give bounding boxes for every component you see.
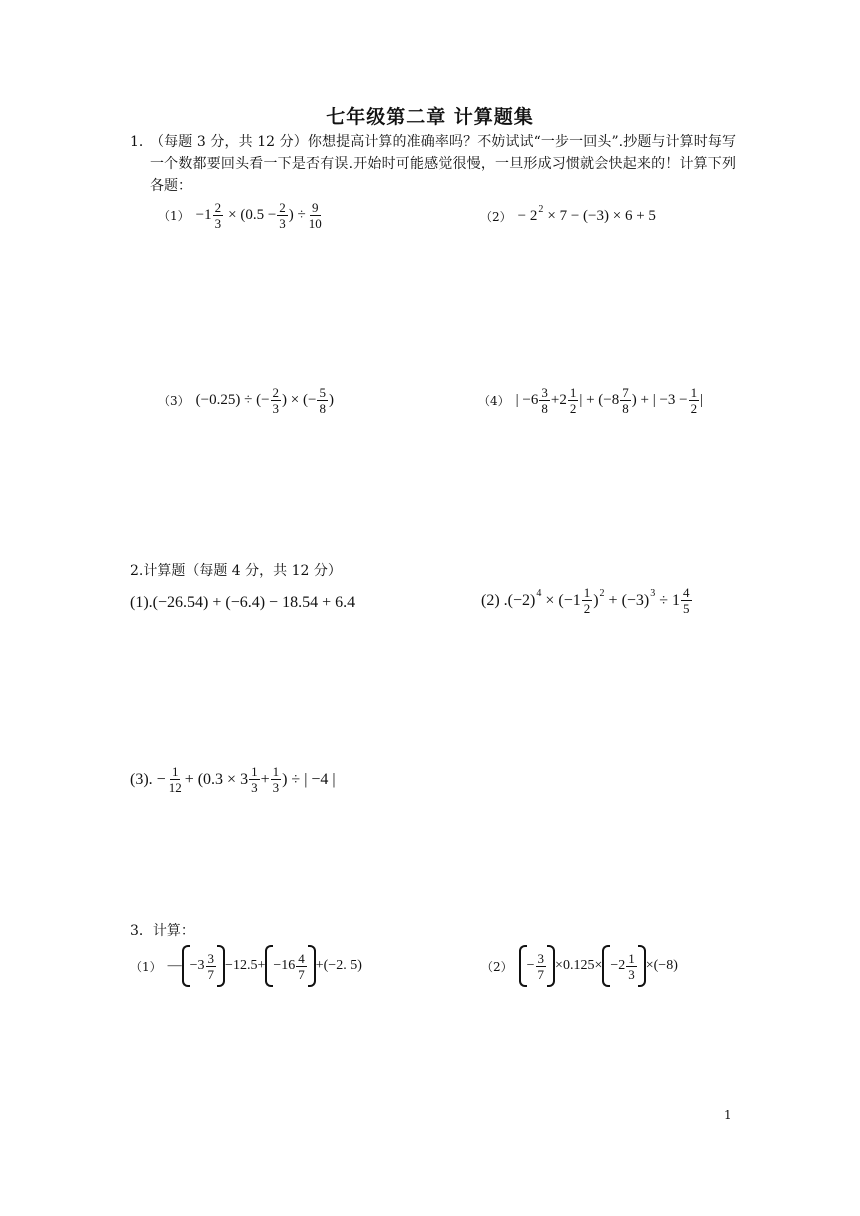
expr-part: | −6 bbox=[515, 392, 539, 408]
exponent: 2 bbox=[538, 204, 544, 215]
exponent: 2 bbox=[599, 588, 605, 599]
expr-part: ) ÷ bbox=[288, 207, 306, 223]
section-2-heading: 2.计算题（每题 4 分，共 12 分） bbox=[130, 563, 342, 579]
expr-part: + bbox=[260, 770, 270, 788]
fraction: $\frac{1}{2}$ bbox=[690, 385, 698, 416]
problem-2-1: (1).(−26.54) + (−6.4) − 18.54 + 6.4 bbox=[130, 594, 356, 611]
fraction: $\frac{2}{3}$ bbox=[214, 200, 222, 231]
expr-part: −16 bbox=[273, 958, 296, 973]
fraction: $\frac{3}{7}$ bbox=[537, 950, 545, 982]
problem-1-4 bbox=[478, 385, 703, 416]
exponent: 4 bbox=[536, 588, 542, 599]
exponent: 3 bbox=[650, 588, 656, 599]
fraction: $\frac{5}{8}$ bbox=[319, 385, 326, 416]
problem-tag: （2） bbox=[481, 959, 513, 974]
problem-1-2 bbox=[480, 204, 656, 225]
problem-tag: （2） bbox=[480, 210, 512, 224]
expr-part: | + (−8 bbox=[579, 392, 620, 408]
left-bracket bbox=[265, 945, 273, 987]
fraction: $\frac{4}{5}$ bbox=[683, 585, 690, 616]
expr-part: ) ÷ | −4 | bbox=[282, 770, 336, 788]
fraction: $\frac{1}{2}$ bbox=[569, 385, 577, 416]
page-number: 1 bbox=[724, 1108, 732, 1122]
section-1-number: 1． bbox=[130, 134, 153, 150]
fraction: $\frac{9}{10}$ bbox=[308, 200, 322, 231]
right-bracket bbox=[217, 945, 225, 987]
bracket-group bbox=[182, 945, 225, 987]
expr-part: ) bbox=[328, 392, 334, 408]
left-bracket bbox=[182, 945, 190, 987]
expr-part: +(−2. 5) bbox=[315, 958, 362, 973]
expr-part: ) + | −3 − bbox=[631, 392, 688, 408]
fraction: $\frac{3}{7}$ bbox=[207, 950, 215, 982]
expr-part: −3 bbox=[189, 958, 205, 973]
problem-tag: （1） bbox=[158, 209, 190, 223]
problem-3-1 bbox=[130, 945, 362, 987]
right-bracket bbox=[638, 945, 646, 987]
fraction: $\frac{1}{12}$ bbox=[168, 764, 182, 795]
problem-3-2 bbox=[481, 945, 678, 987]
expr-part: −1 bbox=[195, 207, 212, 223]
expr-part: ) × (− bbox=[282, 392, 317, 408]
fraction: $\frac{1}{2}$ bbox=[583, 585, 591, 616]
expr-part: | bbox=[700, 392, 704, 408]
bracket-group bbox=[602, 945, 645, 987]
expr-part: ×(−8) bbox=[645, 958, 678, 973]
problem-2-2 bbox=[481, 585, 693, 616]
expr-part: × 7 − (−3) × 6 + 5 bbox=[547, 208, 656, 224]
expr-part: × (0.5 − bbox=[228, 207, 277, 223]
section-1-instructions: （每题 3 分，共 12 分）你想提高计算的准确率吗？不妨试试“一步一回头”.抄题与计算时每写一个数都要回头看一下是否有误.开始时可能感觉很慢，一旦形成习惯就会快起来的！计算下列各题： bbox=[150, 134, 736, 194]
problem-tag: （3） bbox=[158, 394, 190, 408]
fraction: $\frac{4}{7}$ bbox=[298, 950, 305, 982]
expr-part: × (−1 bbox=[545, 591, 581, 609]
expr-part: − bbox=[526, 958, 535, 973]
expr-part: (2) .(−2) bbox=[481, 591, 536, 609]
expr-part: ×0.125× bbox=[555, 958, 603, 973]
bracket-group bbox=[265, 945, 315, 987]
expr-part: (3). − bbox=[130, 770, 166, 788]
expr-part: — bbox=[167, 958, 182, 973]
bracket-group bbox=[519, 945, 555, 987]
fraction: $\frac{1}{3}$ bbox=[272, 764, 280, 795]
fraction: $\frac{1}{3}$ bbox=[251, 764, 258, 795]
problem-tag: （4） bbox=[478, 394, 510, 408]
right-bracket bbox=[308, 945, 316, 987]
expr-part: − 2 bbox=[517, 208, 538, 224]
left-bracket bbox=[602, 945, 610, 987]
fraction: $\frac{1}{3}$ bbox=[628, 950, 635, 982]
expr-part: ) bbox=[593, 591, 599, 609]
fraction: $\frac{3}{8}$ bbox=[541, 385, 548, 416]
right-bracket bbox=[547, 945, 555, 987]
fraction: $\frac{7}{8}$ bbox=[622, 385, 629, 416]
section-3-heading: 3．计算： bbox=[130, 923, 195, 939]
page-title: 七年级第二章 计算题集 bbox=[326, 106, 534, 128]
expr-part: (−0.25) ÷ (− bbox=[195, 392, 270, 408]
problem-1-3 bbox=[158, 385, 334, 416]
expr-part: +2 bbox=[550, 392, 567, 408]
fraction: $\frac{2}{3}$ bbox=[272, 385, 280, 416]
fraction: $\frac{2}{3}$ bbox=[279, 200, 286, 231]
expr-part: −12.5+ bbox=[225, 958, 266, 973]
expr-part: + (−3) bbox=[608, 591, 650, 609]
problem-2-3 bbox=[130, 764, 336, 795]
expr-part: −2 bbox=[610, 958, 626, 973]
left-bracket bbox=[519, 945, 527, 987]
problem-1-1 bbox=[158, 200, 325, 231]
expr-part: + (0.3 × 3 bbox=[184, 770, 249, 788]
problem-tag: （1） bbox=[130, 959, 162, 974]
expr-part: ÷ 1 bbox=[659, 591, 681, 609]
